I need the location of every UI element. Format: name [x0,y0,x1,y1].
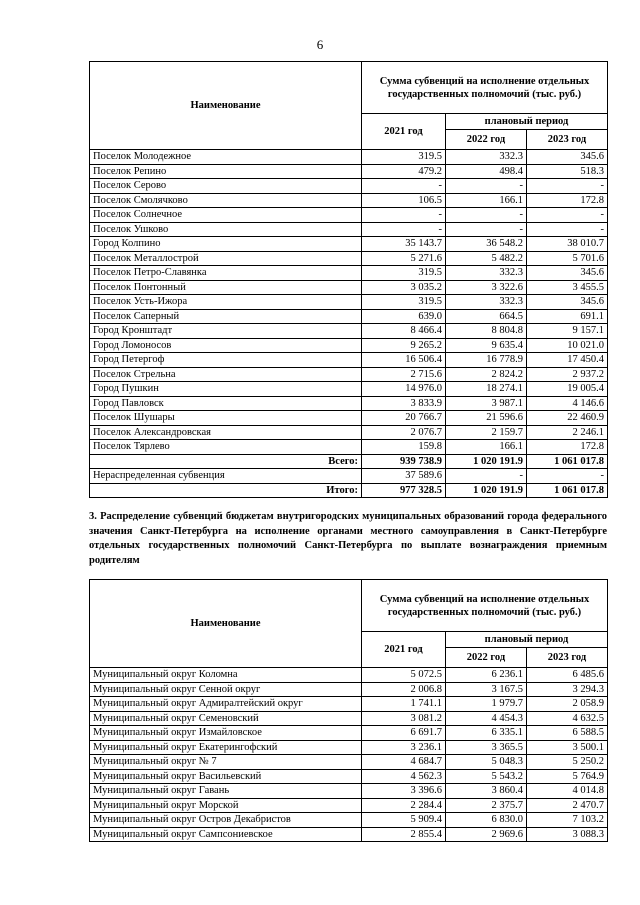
value-2022: 2 159.7 [446,425,527,440]
table-row [90,784,608,799]
column-header-2023: 2023 год [527,130,608,150]
row-name: Поселок Понтонный [90,280,362,295]
table-row [90,726,608,741]
value-2022: 2 969.6 [446,827,527,842]
table-row [90,367,608,382]
column-header-planned: плановый период [446,632,608,648]
subsidy-table-settlements [89,61,608,498]
subsidy-table-municipal-districts [89,579,608,842]
value-2021: - [362,208,446,223]
value-2022: 18 274.1 [446,382,527,397]
row-name: Поселок Серово [90,179,362,194]
row-name: Муниципальный округ Адмиралтейский округ [90,697,362,712]
table-row [90,338,608,353]
table-row [90,382,608,397]
value-2022: 2 375.7 [446,798,527,813]
value-2021: 319.5 [362,266,446,281]
table-row [90,697,608,712]
value-2023: 5 250.2 [527,755,608,770]
undistributed-row [90,469,608,484]
value-2022: 3 987.1 [446,396,527,411]
row-name: Муниципальный округ Гавань [90,784,362,799]
value-2021: 5 072.5 [362,668,446,683]
row-name: Муниципальный округ Морской [90,798,362,813]
row-name: Муниципальный округ Семеновский [90,711,362,726]
row-name: Муниципальный округ Коломна [90,668,362,683]
value-2022: 6 830.0 [446,813,527,828]
table-row [90,740,608,755]
value-2021: 2 284.4 [362,798,446,813]
value-2021: 8 466.4 [362,324,446,339]
value-2022: - [446,179,527,194]
grand-total-2022: 1 020 191.9 [446,483,527,498]
table-row [90,266,608,281]
total-row [90,454,608,469]
row-name: Поселок Тярлево [90,440,362,455]
table-row [90,309,608,324]
table-row [90,208,608,223]
grand-total-row [90,483,608,498]
column-header-name: Наименование [90,580,362,668]
value-2023: 2 470.7 [527,798,608,813]
value-2022: 1 979.7 [446,697,527,712]
table-row [90,237,608,252]
table-row [90,280,608,295]
value-2023: 5 764.9 [527,769,608,784]
row-name: Поселок Усть-Ижора [90,295,362,310]
value-2022: - [446,208,527,223]
value-2021: 9 265.2 [362,338,446,353]
value-2022: 5 543.2 [446,769,527,784]
value-2022: 36 548.2 [446,237,527,252]
grand-total-2021: 977 328.5 [362,483,446,498]
value-2021: 2 715.6 [362,367,446,382]
value-2021: 14 976.0 [362,382,446,397]
undistributed-2021: 37 589.6 [362,469,446,484]
table-row [90,827,608,842]
table-row [90,193,608,208]
value-2023: 4 146.6 [527,396,608,411]
table-row [90,179,608,194]
value-2022: - [446,222,527,237]
column-header-name: Наименование [90,62,362,150]
column-header-2022: 2022 год [446,130,527,150]
value-2022: 332.3 [446,266,527,281]
table-row [90,769,608,784]
undistributed-label: Нераспределенная субвенция [90,469,362,484]
table-row [90,353,608,368]
value-2023: - [527,208,608,223]
value-2023: 9 157.1 [527,324,608,339]
value-2022: 5 482.2 [446,251,527,266]
value-2021: 106.5 [362,193,446,208]
value-2021: 159.8 [362,440,446,455]
value-2022: 332.3 [446,150,527,165]
value-2023: 17 450.4 [527,353,608,368]
row-name: Поселок Металлострой [90,251,362,266]
value-2022: 166.1 [446,440,527,455]
value-2022: 2 824.2 [446,367,527,382]
value-2023: 6 588.5 [527,726,608,741]
value-2021: 2 076.7 [362,425,446,440]
row-name: Город Петергоф [90,353,362,368]
value-2021: 639.0 [362,309,446,324]
value-2023: 6 485.6 [527,668,608,683]
value-2021: 319.5 [362,150,446,165]
row-name: Поселок Смолячково [90,193,362,208]
row-name: Город Колпино [90,237,362,252]
value-2022: 21 596.6 [446,411,527,426]
value-2023: 4 632.5 [527,711,608,726]
table-row [90,411,608,426]
value-2023: 7 103.2 [527,813,608,828]
total-2023: 1 061 017.8 [527,454,608,469]
value-2021: 3 833.9 [362,396,446,411]
value-2021: 3 396.6 [362,784,446,799]
row-name: Поселок Стрельна [90,367,362,382]
value-2023: 345.6 [527,266,608,281]
value-2021: 16 506.4 [362,353,446,368]
row-name: Город Ломоносов [90,338,362,353]
table-row [90,813,608,828]
column-header-planned: плановый период [446,114,608,130]
grand-total-2023: 1 061 017.8 [527,483,608,498]
table-row [90,798,608,813]
total-2021: 939 738.9 [362,454,446,469]
row-name: Поселок Александровская [90,425,362,440]
value-2023: 691.1 [527,309,608,324]
value-2022: 6 335.1 [446,726,527,741]
row-name: Поселок Саперный [90,309,362,324]
column-header-2022: 2022 год [446,648,527,668]
page-number: 6 [316,37,324,52]
table-row [90,222,608,237]
table1-body [90,150,608,455]
value-2023: 38 010.7 [527,237,608,252]
value-2022: 3 167.5 [446,682,527,697]
total-label: Всего: [90,454,362,469]
table-row [90,251,608,266]
table-row [90,682,608,697]
table-row [90,440,608,455]
value-2023: - [527,179,608,194]
value-2021: 6 691.7 [362,726,446,741]
value-2021: 4 684.7 [362,755,446,770]
value-2023: 3 500.1 [527,740,608,755]
table-row [90,668,608,683]
value-2021: - [362,222,446,237]
table-row [90,295,608,310]
value-2023: 3 088.3 [527,827,608,842]
row-name: Муниципальный округ Сампсониевское [90,827,362,842]
value-2023: - [527,222,608,237]
undistributed-2022: - [446,469,527,484]
table-row [90,425,608,440]
value-2023: 5 701.6 [527,251,608,266]
row-name: Поселок Шушары [90,411,362,426]
value-2023: 3 455.5 [527,280,608,295]
value-2022: 3 322.6 [446,280,527,295]
value-2023: 10 021.0 [527,338,608,353]
value-2021: 3 035.2 [362,280,446,295]
column-header-2021: 2021 год [362,114,446,150]
value-2023: 2 246.1 [527,425,608,440]
value-2023: 2 937.2 [527,367,608,382]
value-2022: 8 804.8 [446,324,527,339]
value-2022: 3 860.4 [446,784,527,799]
value-2021: 3 081.2 [362,711,446,726]
value-2023: 345.6 [527,295,608,310]
value-2022: 5 048.3 [446,755,527,770]
value-2022: 16 778.9 [446,353,527,368]
undistributed-2023: - [527,469,608,484]
section-3-title: 3. Распределение субвенций бюджетам внутригородских муниципальных образований города федерального значения Санкт-Петербурга на исполнение органами местного самоуправления в Санкт-Петербурге отдельных государственных полномочий Санкт-Петербурга по выплате вознаграждения приемным родителям [89,511,607,566]
grand-total-label: Итого: [90,483,362,498]
row-name: Поселок Ушково [90,222,362,237]
value-2023: 345.6 [527,150,608,165]
row-name: Муниципальный округ Екатерингофский [90,740,362,755]
column-header-2023: 2023 год [527,648,608,668]
column-header-2021: 2021 год [362,632,446,668]
value-2022: 3 365.5 [446,740,527,755]
value-2021: 3 236.1 [362,740,446,755]
row-name: Поселок Репино [90,164,362,179]
value-2023: 4 014.8 [527,784,608,799]
value-2022: 166.1 [446,193,527,208]
value-2023: 3 294.3 [527,682,608,697]
value-2021: 5 909.4 [362,813,446,828]
row-name: Муниципальный округ Васильевский [90,769,362,784]
value-2022: 498.4 [446,164,527,179]
value-2021: 479.2 [362,164,446,179]
row-name: Муниципальный округ № 7 [90,755,362,770]
column-header-sum: Сумма субвенций на исполнение отдельных государственных полномочий (тыс. руб.) [362,580,608,632]
value-2022: 4 454.3 [446,711,527,726]
value-2023: 172.8 [527,193,608,208]
value-2023: 2 058.9 [527,697,608,712]
value-2022: 6 236.1 [446,668,527,683]
table-row [90,711,608,726]
value-2021: - [362,179,446,194]
value-2022: 332.3 [446,295,527,310]
row-name: Муниципальный округ Измайловское [90,726,362,741]
value-2023: 22 460.9 [527,411,608,426]
table-row [90,396,608,411]
value-2021: 4 562.3 [362,769,446,784]
value-2023: 19 005.4 [527,382,608,397]
column-header-sum: Сумма субвенций на исполнение отдельных государственных полномочий (тыс. руб.) [362,62,608,114]
table-row [90,150,608,165]
value-2021: 20 766.7 [362,411,446,426]
value-2021: 1 741.1 [362,697,446,712]
table-row [90,324,608,339]
row-name: Муниципальный округ Сенной округ [90,682,362,697]
value-2023: 518.3 [527,164,608,179]
value-2023: 172.8 [527,440,608,455]
value-2022: 664.5 [446,309,527,324]
table2-body [90,668,608,842]
value-2021: 319.5 [362,295,446,310]
value-2021: 5 271.6 [362,251,446,266]
row-name: Город Павловск [90,396,362,411]
row-name: Поселок Петро-Славянка [90,266,362,281]
table-row [90,164,608,179]
value-2021: 35 143.7 [362,237,446,252]
row-name: Поселок Молодежное [90,150,362,165]
value-2021: 2 006.8 [362,682,446,697]
row-name: Город Кронштадт [90,324,362,339]
table-row [90,755,608,770]
value-2021: 2 855.4 [362,827,446,842]
total-2022: 1 020 191.9 [446,454,527,469]
value-2022: 9 635.4 [446,338,527,353]
row-name: Поселок Солнечное [90,208,362,223]
row-name: Муниципальный округ Остров Декабристов [90,813,362,828]
row-name: Город Пушкин [90,382,362,397]
